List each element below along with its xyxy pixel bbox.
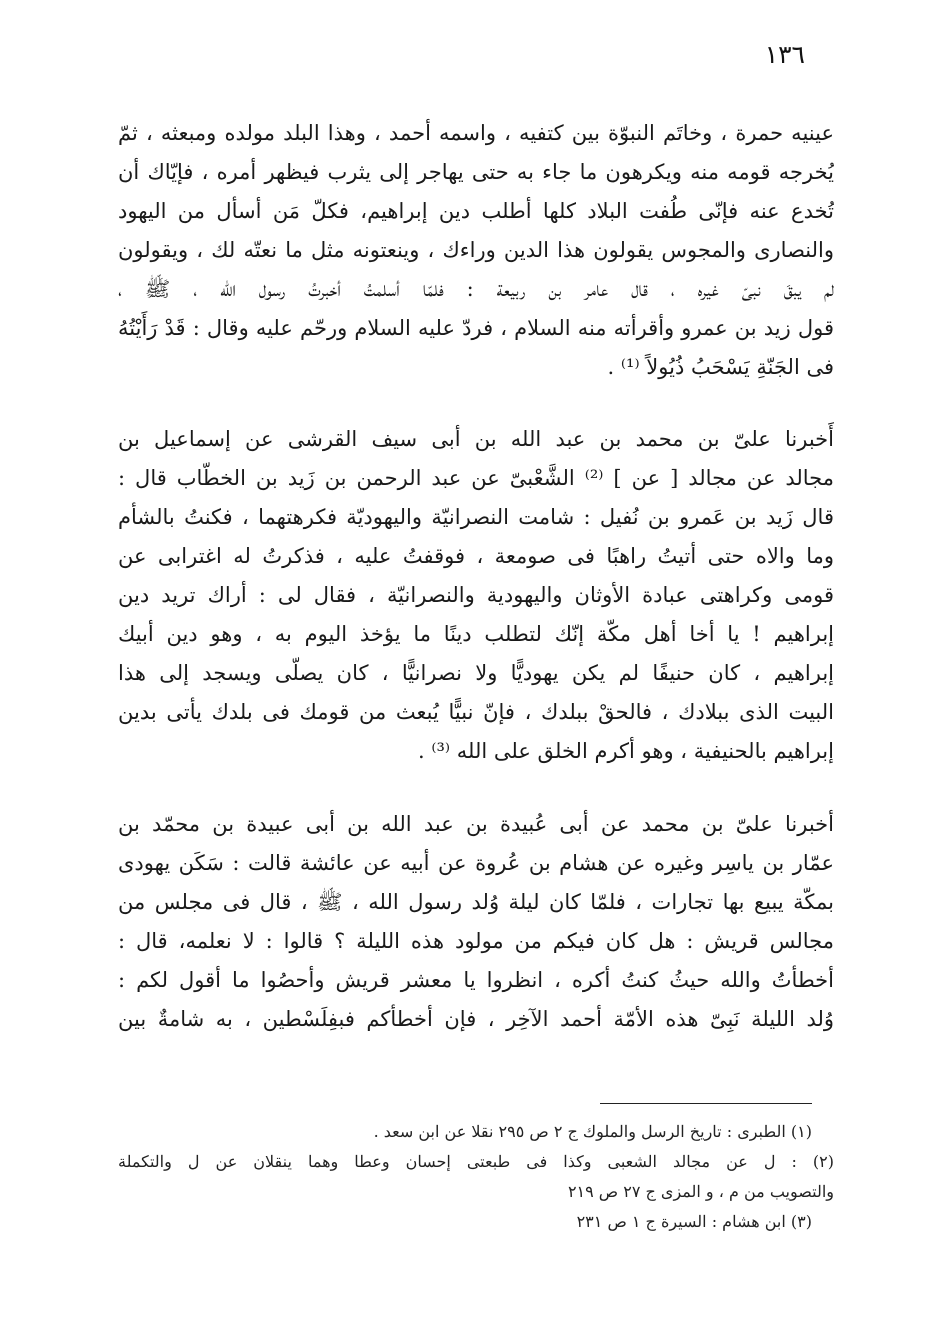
- footnote-divider: [600, 1103, 812, 1104]
- text-line: قول زيد بن عمرو وأقرأته منه السلام ، فردّ عليه السلام ورحّم عليه وقال : قَدْ رَأَيْتُهُ: [118, 316, 834, 340]
- text-line: يُخرجه قومه منه ويكرهون ما جاء به حتى يهاجر إلى يثرب فيظهر أمره ، فإيّاك أن: [118, 160, 834, 184]
- text-line: بمكّة يبيع بها تجارات ، فلمّا كان ليلة وُلد رسول الله ، ﷺ ، قال فى مجلس من: [118, 890, 834, 914]
- text-line: قال زَيد بن عَمرو بن نُفيل : شامت النصرانيّة واليهوديّة فكرهتهما ، فكنتُ بالشأم: [118, 505, 834, 529]
- footnote-1: (١) الطبرى : تاريخ الرسل والملوك ج ٢ ص ٢٩٥ نقلا عن ابن سعد .: [373, 1122, 812, 1141]
- text-line: وما والاه حتى أتيتُ راهبًا فى صومعة ، فوقفتُ عليه ، فذكرتُ له اغترابى عن: [118, 544, 834, 568]
- text-line: لم يبقَ نبىّ غيره ، قال عامر بن ربيعة : فلمّا أسلمتُ أخبرتُ رسول الله ، ﷺ ،: [118, 277, 834, 301]
- text-line: فى الجَنّةِ يَسْحَبُ ذُيُولاً ⁽¹⁾ .: [607, 355, 834, 379]
- footnote-3: (٣) ابن هشام : السيرة ج ١ ص ٢٣١: [576, 1212, 812, 1231]
- text-line: والنصارى والمجوس يقولون هذا الدين وراءك ، وينعتونه مثل ما نعتّه لك ، ويقولون: [118, 238, 834, 262]
- text-line: تُخدع عنه فإنّى طُفت البلاد كلها أطلب دين إبراهيم، فكلّ مَن أسأل من اليهود: [118, 199, 834, 223]
- text-line: عينيه حمرة ، وخاتَم النبوّة بين كتفيه ، واسمه أحمد ، وهذا البلد مولده ومبعثه ، ثمّ: [118, 121, 834, 145]
- text-line: إبراهيم ! يا أخا أهل مكّة إنّك لتطلب دينًا ما يؤخذ اليوم به ، وهو دين أبيك: [118, 622, 834, 646]
- text-line: عمّار بن ياسِر وغيره عن هشام بن عُروة عن أبيه عن عائشة قالت : سَكَن يهودى: [118, 851, 834, 875]
- footnote-2: (٢) : ل عن مجالد الشعبى وكذا فى طبعتى إحسان وعطا وهما ينقلان عن ل والتكملة: [118, 1152, 834, 1171]
- text-line: أَخبرنا علىّ بن محمد بن عبد الله بن أبى سيف القرشى عن إسماعيل بن: [118, 427, 834, 451]
- paragraph-3: [118, 805, 834, 1039]
- page-number: ١٣٦: [764, 40, 805, 69]
- paragraph-2: [118, 420, 834, 771]
- text-line: مجالس قريش : هل كان فيكم من مولود هذه الليلة ؟ قالوا : لا نعلمه، قال :: [118, 929, 834, 953]
- text-line: قومى وكراهتى عبادة الأوثان واليهودية والنصرانيّة ، فقال لى : أراك تريد دين: [118, 583, 834, 607]
- text-line: أخبرنا علىّ بن محمد عن أبى عُبيدة بن عبد الله بن أبى عبيدة بن محمّد بن: [118, 812, 834, 836]
- paragraph-1: [118, 114, 834, 387]
- text-line: البيت الذى ببلادك ، فالحقْ ببلدك ، فإنّ نبيًّا يُبعث من قومك فى بلدك يأتى بدين: [118, 700, 834, 724]
- text-line: إبراهيم ، كان حنيفًا لم يكن يهوديًّا ولا نصرانيًّا ، كان يصلّى ويسجد إلى هذا: [118, 661, 834, 685]
- text-line: أخطأتُ والله حيثُ كنتُ أكره ، انظروا يا معشر قريش وأحصُوا ما أقول لكم :: [118, 968, 834, 992]
- footnotes: [118, 1117, 834, 1237]
- text-line: مجالد عن مجالد [ عن ] ⁽²⁾ الشَّعْبىّ عن عبد الرحمن بن زَيد بن الخطّاب قال :: [118, 466, 834, 490]
- text-line: إبراهيم بالحنيفية ، وهو أكرم الخلق على الله ⁽³⁾ .: [417, 739, 834, 763]
- footnote-2-continuation: والتصويب من م ، و المزى ج ٢٧ ص ٢١٩: [567, 1182, 834, 1201]
- text-line: وُلد الليلة نَبِىّ هذه الأمّة أحمد الآخِر ، فإن أخطأكم فبفِلَسْطين ، به شامةٌ بين: [118, 1007, 834, 1031]
